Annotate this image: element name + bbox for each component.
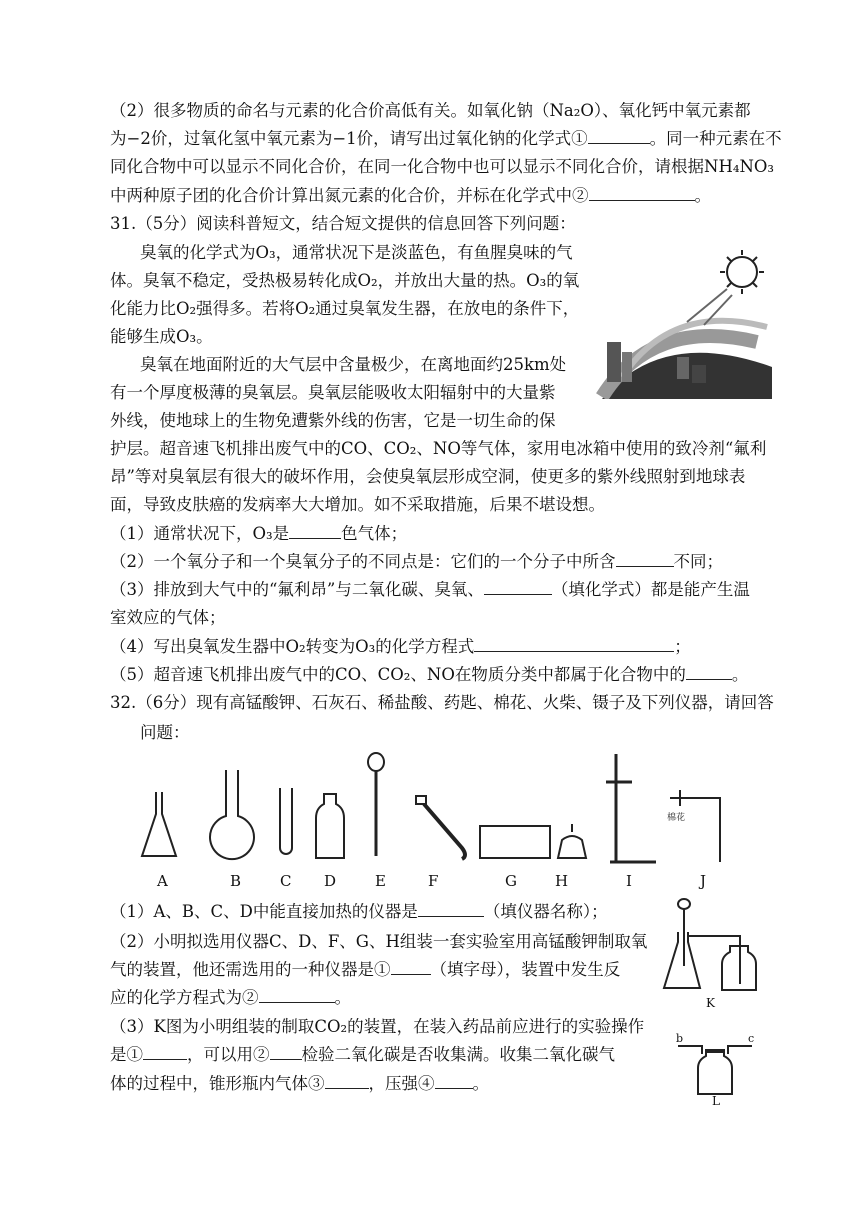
q32-sub-3g: 。 bbox=[472, 1074, 489, 1093]
q32-sub-3-line2 bbox=[110, 1042, 615, 1068]
answer-blank[interactable] bbox=[270, 1043, 302, 1060]
label-i: I bbox=[626, 872, 632, 890]
q30-line-1: （2）很多物质的命名与元素的化合价高低有关。如氧化钠（Na₂O）、氧化钙中氧元素都 bbox=[110, 101, 751, 120]
q31-sub-3c: 室效应的气体； bbox=[110, 608, 226, 627]
q32-sub-2-line2 bbox=[110, 957, 620, 983]
q31-sub-4 bbox=[110, 634, 691, 660]
label-d: D bbox=[324, 872, 337, 890]
q30-line-4 bbox=[110, 183, 711, 209]
q30-line-2 bbox=[110, 126, 782, 152]
q32-sub-3b: 是① bbox=[110, 1045, 143, 1064]
q31-text: 外线，使地球上的生物免遭紫外线的伤害，它是一切生命的保 bbox=[110, 411, 556, 430]
apparatus-figures bbox=[140, 746, 740, 870]
q32-heading: 32.（6分）现有高锰酸钾、石灰石、稀盐酸、药匙、棉花、火柴、镊子及下列仪器，请回答 bbox=[110, 693, 774, 712]
q31-sub-1a: （1）通常状况下，O₃是 bbox=[110, 524, 290, 543]
q32-heading-2: 问题： bbox=[140, 723, 190, 742]
label-f: F bbox=[428, 872, 439, 890]
label-l: L bbox=[712, 1094, 720, 1108]
q31-text: 化能力比O₂强得多。若将O₂通过臭氧发生器，在放电的条件下， bbox=[110, 299, 580, 318]
label-b-port: b bbox=[676, 1032, 684, 1045]
answer-blank[interactable] bbox=[418, 900, 484, 917]
label-c: C bbox=[280, 872, 292, 890]
answer-blank[interactable] bbox=[143, 1043, 187, 1060]
q32-sub-3c: ，可以用② bbox=[187, 1045, 270, 1064]
reagent-bottle-d bbox=[316, 794, 344, 858]
q30-line-4b: 。 bbox=[694, 186, 711, 205]
q32-sub-3: （3）K图为小明组装的制取CO₂的装置，在装入药品前应进行的实验操作 bbox=[110, 1017, 645, 1036]
ozone-layer-illustration bbox=[592, 247, 772, 399]
water-trough-g bbox=[480, 826, 550, 858]
q31-text: 面，导致皮肤癌的发病率大大增加。如不采取措施，后果不堪设想。 bbox=[110, 495, 605, 514]
iron-stand-i bbox=[606, 754, 656, 862]
label-c-port: c bbox=[748, 1032, 755, 1045]
q30-line-2b: 。同一种元素在不 bbox=[649, 129, 782, 148]
q31-sub-1 bbox=[110, 521, 407, 547]
q31-sub-5a: （5）超音速飞机排出废气中的CO、CO₂、NO在物质分类中都属于化合物中的 bbox=[110, 665, 686, 684]
q31-sub-3a: （3）排放到大气中的“氟利昂”与二氧化碳、臭氧、 bbox=[110, 580, 484, 599]
q31-sub-3b: （填化学式）都是能产生温 bbox=[551, 580, 750, 599]
alcohol-lamp-h bbox=[558, 836, 586, 858]
q31-text: 臭氧的化学式为O₃，通常状况下是淡蓝色，有鱼腥臭味的气 bbox=[140, 243, 573, 262]
q32-sub-2-line3 bbox=[110, 985, 351, 1011]
q31-sub-5 bbox=[110, 662, 748, 688]
q31-text: 昂”等对臭氧层有很大的破坏作用，会使臭氧层形成空洞，使更多的紫外线照射到地球表 bbox=[110, 467, 746, 486]
q31-text: 能够生成O₃。 bbox=[110, 327, 213, 346]
gas-bottle-l bbox=[676, 1040, 760, 1096]
cotton-tag: 棉花 bbox=[667, 813, 686, 823]
q32-sub-3-line3 bbox=[110, 1071, 489, 1097]
q32-sub-3e: 体的过程中，锥形瓶内气体③ bbox=[110, 1074, 325, 1093]
q32-sub-2c: （填字母），装置中发生反 bbox=[430, 960, 621, 979]
q31-sub-4a: （4）写出臭氧发生器中O₂转变为O₃的化学方程式 bbox=[110, 637, 475, 656]
q31-sub-2a: （2）一个氧分子和一个臭氧分子的不同点是：它们的一个分子中所含 bbox=[110, 552, 616, 571]
label-k: K bbox=[706, 996, 715, 1010]
stopper-f bbox=[416, 796, 426, 804]
q31-sub-3 bbox=[110, 577, 750, 603]
answer-blank[interactable] bbox=[289, 522, 341, 539]
q30-line-3: 同化合物中可以显示不同化合价，在同一化合物中也可以显示不同化合价，请根据NH₄NO₃ bbox=[110, 157, 775, 176]
label-g: G bbox=[505, 872, 517, 890]
answer-blank[interactable] bbox=[616, 550, 674, 567]
q32-sub-1a: （1）A、B、C、D中能直接加热的仪器是 bbox=[110, 902, 418, 921]
q32-sub-2: （2）小明拟选用仪器C、D、F、G、H组装一套实验室用高锰酸钾制取氧 bbox=[110, 932, 648, 951]
label-a: A bbox=[157, 872, 168, 890]
delivery-tube-f bbox=[424, 804, 465, 859]
heating-setup-j bbox=[670, 790, 720, 862]
q31-text: 有一个厚度极薄的臭氧层。臭氧层能吸收太阳辐射中的大量紫 bbox=[110, 383, 556, 402]
q31-heading: 31.（5分）阅读科普短文，结合短文提供的信息回答下列问题： bbox=[110, 214, 576, 233]
q32-sub-1b: （填仪器名称）； bbox=[483, 902, 608, 921]
label-e: E bbox=[375, 872, 386, 890]
answer-blank[interactable] bbox=[259, 986, 335, 1003]
answer-blank[interactable] bbox=[435, 1072, 473, 1089]
conical-flask-a bbox=[142, 792, 176, 856]
q31-text: 护层。超音速飞机排出废气中的CO、CO₂、NO等气体，家用电冰箱中使用的致冷剂“氟利 bbox=[110, 439, 767, 458]
q32-sub-3f: ，压强④ bbox=[368, 1074, 435, 1093]
answer-blank[interactable] bbox=[588, 127, 650, 144]
q30-line-2a: 为−2价，过氧化氢中氧元素为−1价，请写出过氧化钠的化学式① bbox=[110, 129, 588, 148]
answer-blank[interactable] bbox=[325, 1072, 369, 1089]
q31-sub-1b: 色气体； bbox=[341, 524, 408, 543]
test-tube-c bbox=[280, 788, 292, 854]
q32-sub-2d: 应的化学方程式为② bbox=[110, 988, 259, 1007]
q31-sub-2 bbox=[110, 549, 723, 575]
answer-blank[interactable] bbox=[474, 635, 674, 652]
q31-text: 体。臭氧不稳定，受热极易转化成O₂，并放出大量的热。O₃的氧 bbox=[110, 271, 580, 290]
answer-blank[interactable] bbox=[391, 958, 431, 975]
q32-sub-2e: 。 bbox=[334, 988, 351, 1007]
label-b: B bbox=[230, 872, 242, 890]
q32-sub-3d: 检验二氧化碳是否收集满。收集二氧化碳气 bbox=[301, 1045, 615, 1064]
q30-line-4a: 中两种原子团的化合价计算出氮元素的化合价，并标在化学式中② bbox=[110, 186, 589, 205]
answer-blank[interactable] bbox=[589, 184, 695, 201]
q31-text: 臭氧在地面附近的大气层中含量极少，在离地面约25km处 bbox=[140, 355, 567, 374]
label-j: J bbox=[700, 872, 707, 890]
answer-blank[interactable] bbox=[484, 578, 552, 595]
q31-sub-5b: 。 bbox=[731, 665, 749, 684]
answer-blank[interactable] bbox=[686, 663, 732, 680]
round-flask-b bbox=[210, 770, 254, 859]
q32-sub-2b: 气的装置，他还需选用的一种仪器是① bbox=[110, 960, 391, 979]
label-h: H bbox=[555, 872, 569, 890]
q31-sub-2b: 不同； bbox=[673, 552, 723, 571]
q32-sub-1 bbox=[110, 899, 608, 925]
funnel-e bbox=[368, 753, 384, 771]
co2-apparatus-k bbox=[660, 896, 772, 996]
q31-sub-4b: ； bbox=[674, 637, 691, 656]
